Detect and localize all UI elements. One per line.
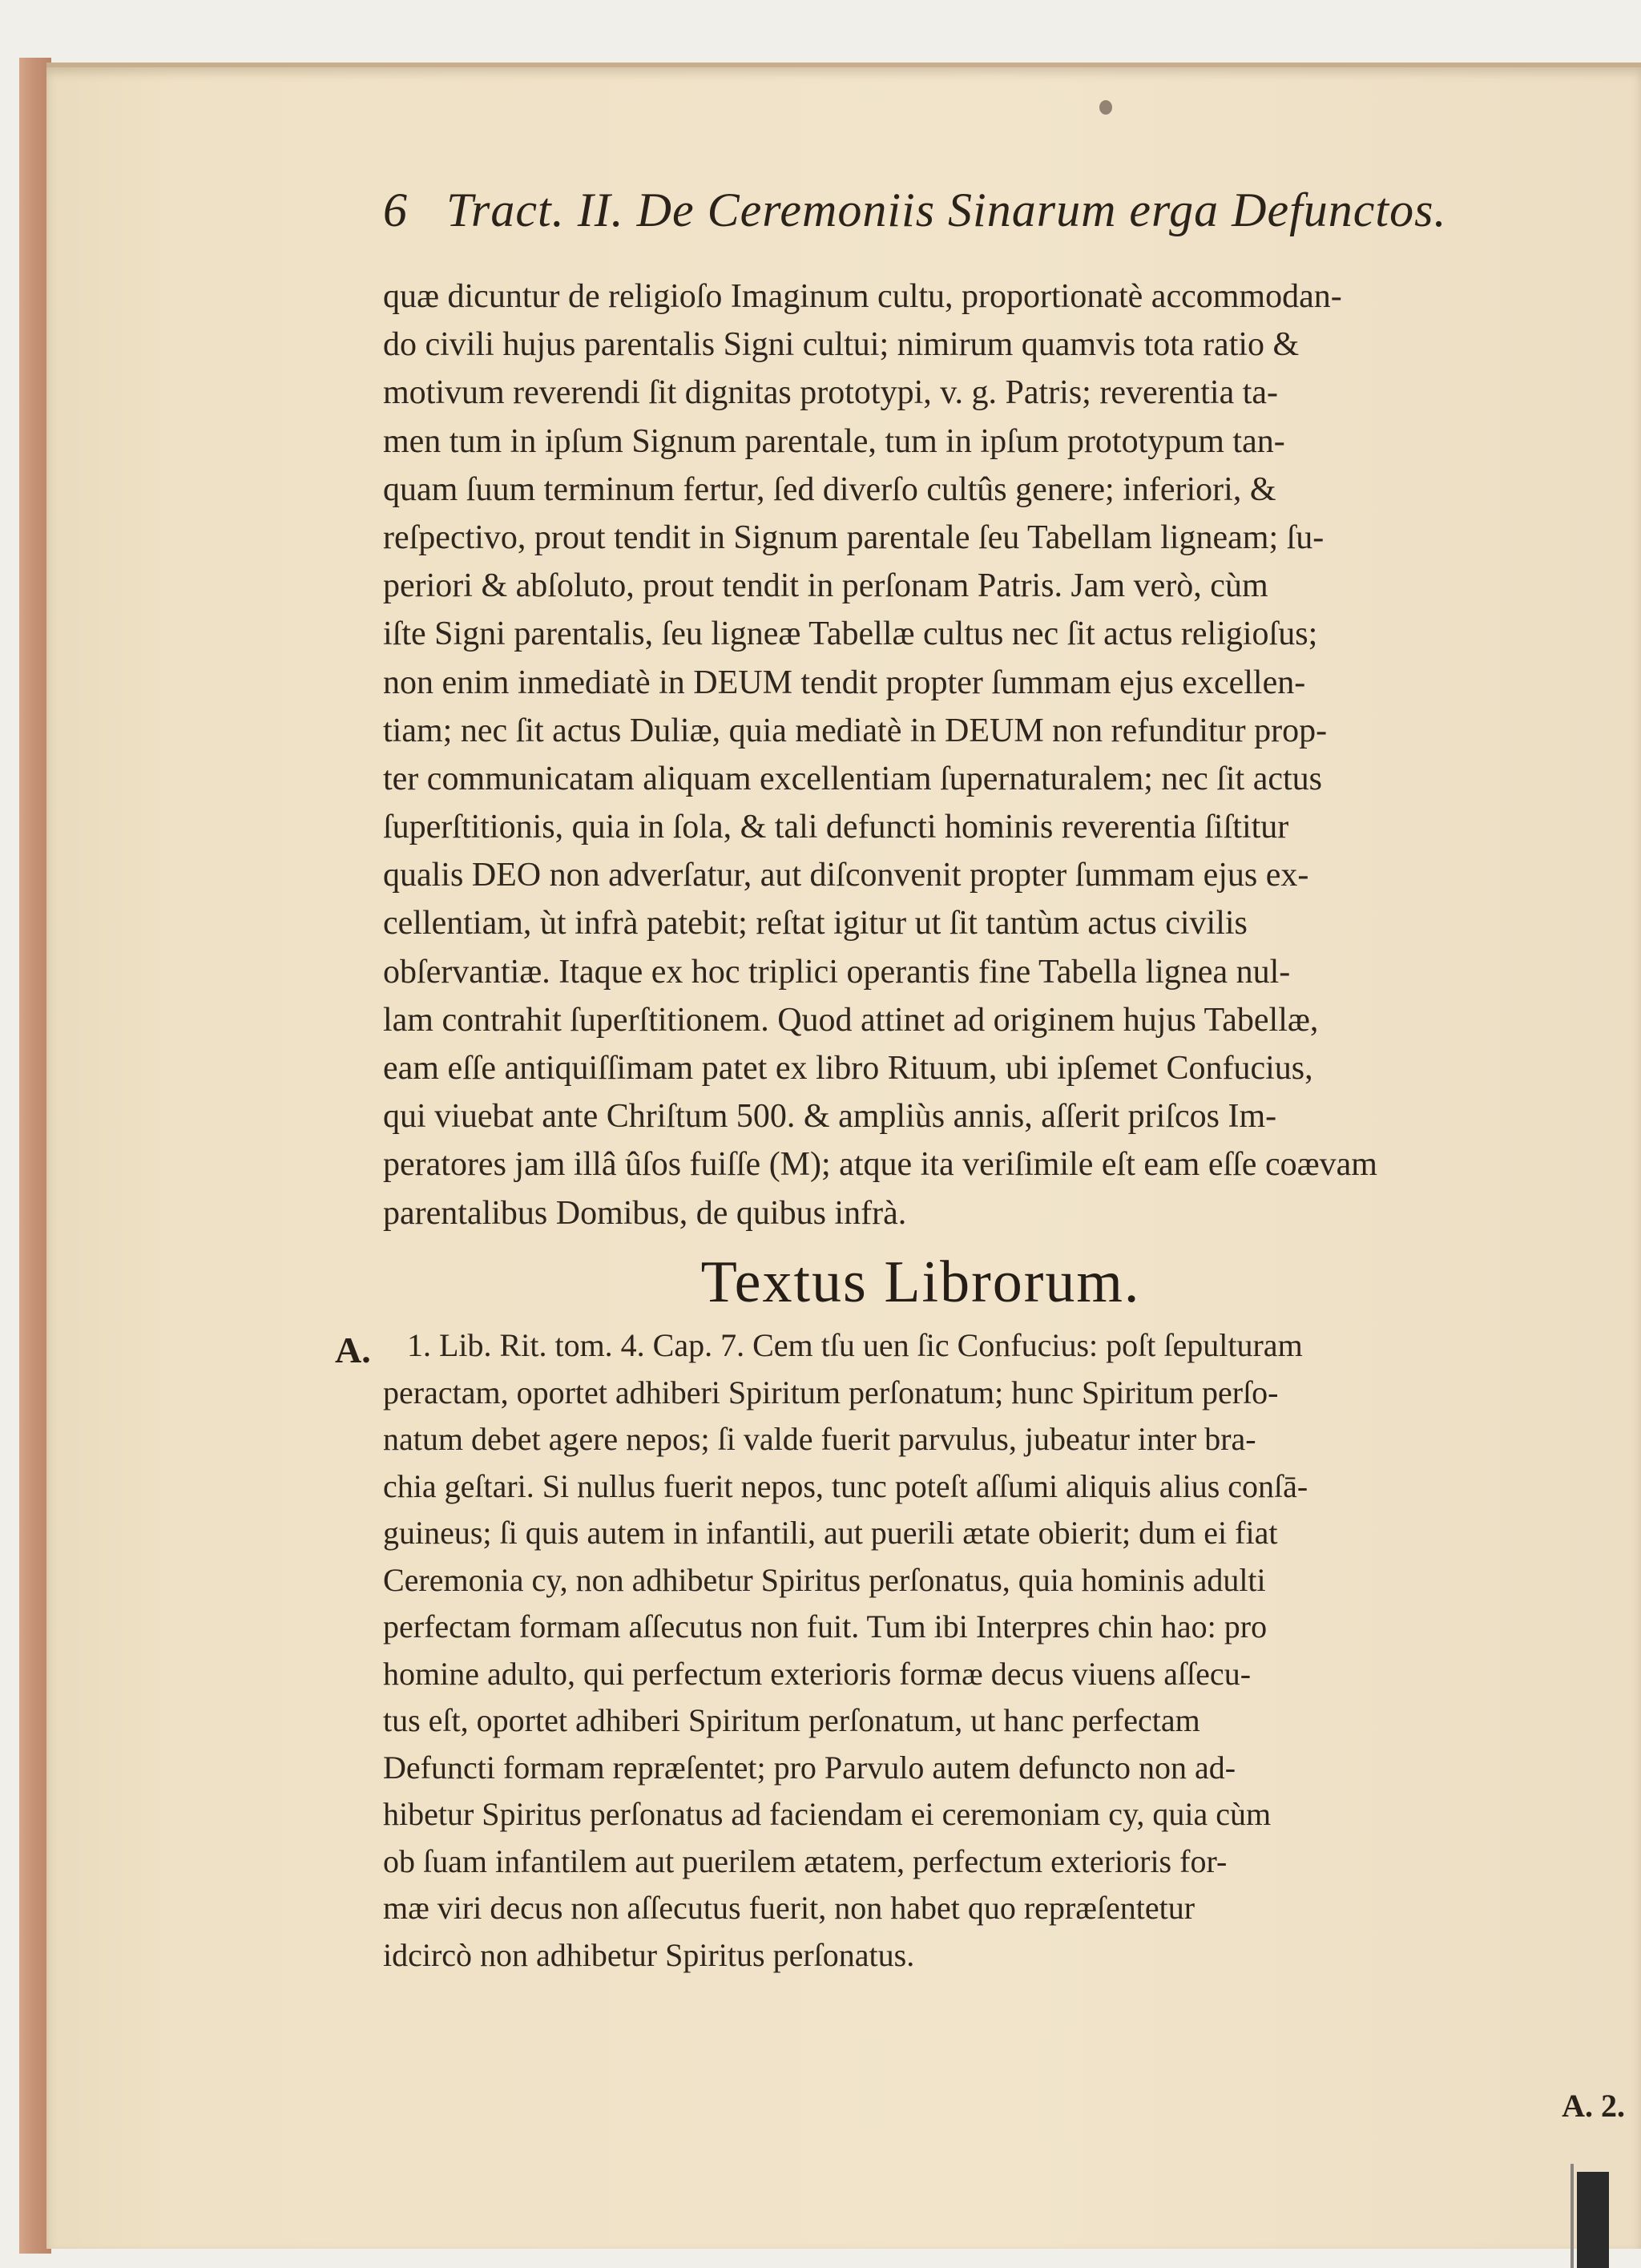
section-heading (0, 1249, 1641, 1317)
text-line: qualis DEO non adverſatur, aut diſconvenit propter ſummam ejus ex- (383, 857, 1309, 894)
note-line: homine adulto, qui perfectum exterioris formæ decus viuens aſſecu- (383, 1655, 1252, 1692)
text-line: periori & abſoluto, prout tendit in perſonam Patris. Jam verò, cùm (383, 567, 1268, 605)
text-line: cellentiam, ùt infrà patebit; reſtat igitur ut ſit tantùm actus civilis (383, 905, 1248, 942)
text-line: quam ſuum terminum fertur, ſed diverſo cultûs genere; inferiori, & (383, 470, 1276, 508)
note-line: tus eſt, oportet adhiberi Spiritum perſonatum, ut hanc perfectam (383, 1702, 1200, 1738)
page-edge-shadow (1570, 2164, 1574, 2268)
note-label: A. (335, 1330, 371, 1370)
note-line: peractam, oportet adhiberi Spiritum perſonatum; hunc Spiritum perſo- (383, 1374, 1279, 1410)
note-line: ob ſuam infantilem aut puerilem ætatem, perfectum exterioris for- (383, 1842, 1228, 1879)
note-line: Ceremonia cy, non adhibetur Spiritus perſonatus, quia hominis adulti (383, 1561, 1266, 1598)
main-paragraph (383, 272, 1641, 1237)
note-line: chia geſtari. Si nullus fuerit nepos, tunc poteſt aſſumi aliquis alius conſā- (383, 1467, 1308, 1504)
text-line: parentalibus Domibus, de quibus infrà. (383, 1194, 907, 1232)
note-line: natum debet agere nepos; ſi valde fuerit parvulus, jubeatur inter bra- (383, 1421, 1256, 1457)
ink-spot (1099, 100, 1112, 115)
note-line: 1. Lib. Rit. tom. 4. Cap. 7. Cem tſu uen ſic Confucius: poſt ſepulturam (407, 1327, 1303, 1363)
note-line: hibetur Spiritus perſonatus ad faciendam ei ceremoniam cy, quia cùm (383, 1796, 1272, 1832)
catchword: A. 2. (1562, 2088, 1625, 2124)
bookmark-tab (1577, 2172, 1609, 2268)
text-line: eam eſſe antiquiſſimam patet ex libro Rituum, ubi ipſemet Confucius, (383, 1050, 1313, 1087)
text-line: reſpectivo, prout tendit in Signum parentale ſeu Tabellam ligneam; ſu- (383, 519, 1324, 556)
note-line: mæ viri decus non aſſecutus fuerit, non habet quo repræſentetur (383, 1890, 1195, 1926)
text-line: do civili hujus parentalis Signi cultui; nimirum quamvis tota ratio & (383, 326, 1300, 364)
section-heading-text: Textus Librorum. (700, 1249, 1141, 1315)
text-line: tiam; nec ſit actus Duliæ, quia mediatè in DEUM non refunditur prop- (383, 712, 1328, 749)
text-line: ter communicatam aliquam excellentiam ſupernaturalem; nec ſit actus (383, 760, 1323, 797)
running-head (383, 183, 1633, 238)
page-number: 6 (383, 184, 408, 236)
text-line: qui viuebat ante Chriſtum 500. & ampliùs annis, aſſerit priſcos Im- (383, 1098, 1277, 1136)
text-line: motivum reverendi ſit dignitas prototypi, v. g. Patris; reverentia ta- (383, 374, 1279, 412)
text-line: ſuperſtitionis, quia in ſola, & tali defuncti hominis reverentia ſiſtitur (383, 809, 1289, 846)
note-line: idcircò non adhibetur Spiritus perſonatus. (383, 1936, 915, 1973)
text-line: iſte Signi parentalis, ſeu ligneæ Tabellæ cultus nec ſit actus religioſus; (383, 615, 1318, 653)
text-line: non enim inmediatè in DEUM tendit propter ſummam ejus excellen- (383, 664, 1306, 701)
running-title: Tract. II. De Ceremoniis Sinarum erga Defunctos. (446, 184, 1447, 236)
note-text (383, 1322, 1641, 1979)
note-line: perfectam formam aſſecutus non fuit. Tum ibi Interpres chin hao: pro (383, 1608, 1268, 1645)
note-line: guineus; ſi quis autem in infantili, aut puerili ætate obierit; dum ei fiat (383, 1515, 1278, 1551)
text-line: men tum in ipſum Signum parentale, tum in ipſum prototypum tan- (383, 422, 1285, 460)
text-line: peratores jam illâ ûſos fuiſſe (M); atque ita veriſimile eſt eam eſſe coævam (383, 1146, 1377, 1184)
note-line: Defuncti formam repræſentet; pro Parvulo autem defuncto non ad- (383, 1749, 1236, 1786)
text-line: quæ dicuntur de religioſo Imaginum cultu, proportionatè accommodan- (383, 278, 1342, 315)
text-line: lam contrahit ſuperſtitionem. Quod attinet ad originem hujus Tabellæ, (383, 1001, 1319, 1039)
text-line: obſervantiæ. Itaque ex hoc triplici operantis fine Tabella lignea nul- (383, 953, 1291, 991)
